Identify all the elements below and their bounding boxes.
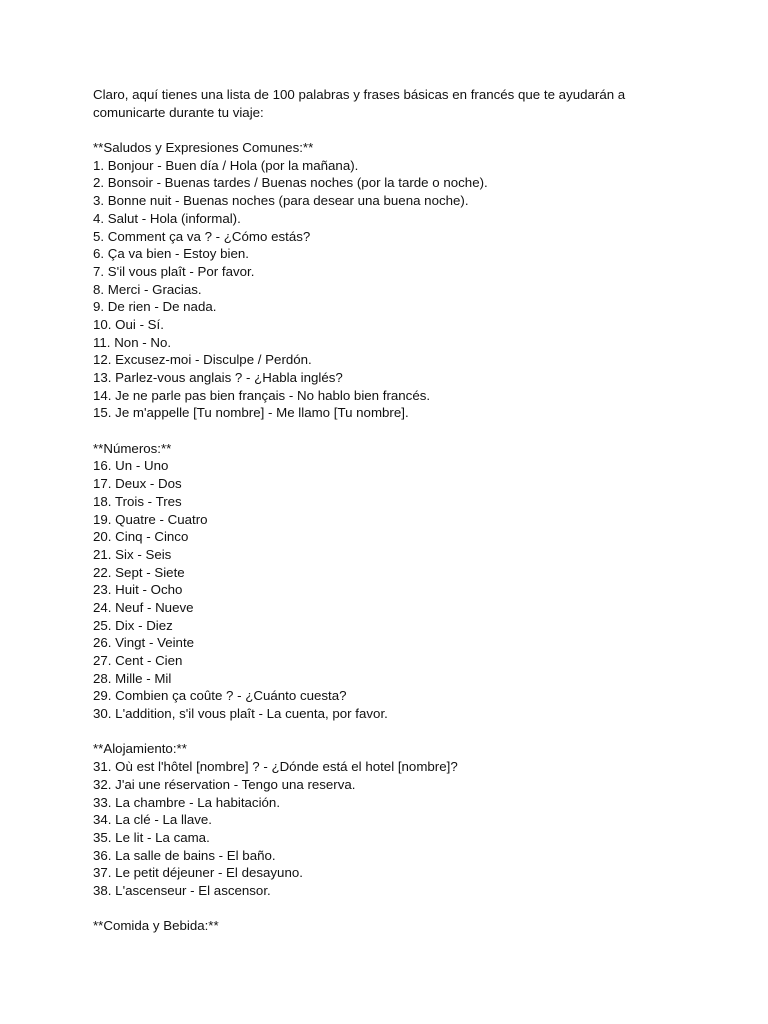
list-item: 35. Le lit - La cama. — [93, 829, 210, 845]
list-item: 2. Bonsoir - Buenas tardes / Buenas noches (por la tarde o noche). — [93, 175, 488, 191]
list-item: 38. L'ascenseur - El ascensor. — [93, 882, 271, 898]
list-item: 28. Mille - Mil — [93, 670, 172, 686]
sections — [93, 121, 693, 935]
section — [93, 440, 693, 723]
blank-line — [93, 900, 693, 918]
list-item: 8. Merci - Gracias. — [93, 281, 202, 297]
intro-line: Claro, aquí tienes una lista de 100 palabras y frases básicas en francés que te ayudarán a — [93, 87, 626, 102]
section-heading: **Alojamiento:** — [93, 741, 187, 757]
list-item: 10. Oui - Sí. — [93, 316, 164, 332]
blank-line — [93, 723, 693, 741]
list-item: 18. Trois - Tres — [93, 493, 182, 509]
list-item: 17. Deux - Dos — [93, 476, 182, 492]
document-page — [93, 86, 693, 935]
list-item: 29. Combien ça coûte ? - ¿Cuánto cuesta? — [93, 688, 347, 704]
list-item: 24. Neuf - Nueve — [93, 599, 194, 615]
list-item: 7. S'il vous plaît - Por favor. — [93, 263, 255, 279]
section — [93, 917, 693, 935]
list-item: 30. L'addition, s'il vous plaît - La cuenta, por favor. — [93, 706, 388, 722]
section-heading: **Saludos y Expresiones Comunes:** — [93, 140, 314, 156]
list-item: 13. Parlez-vous anglais ? - ¿Habla inglés? — [93, 370, 343, 385]
list-item: 26. Vingt - Veinte — [93, 635, 195, 651]
list-item: 22. Sept - Siete — [93, 564, 185, 580]
intro-line: comunicarte durante tu viaje: — [93, 104, 264, 120]
list-item: 21. Six - Seis — [93, 546, 172, 562]
list-item: 33. La chambre - La habitación. — [93, 794, 281, 810]
list-item: 32. J'ai une réservation - Tengo una reserva. — [93, 776, 356, 792]
list-item: 12. Excusez-moi - Disculpe / Perdón. — [93, 352, 312, 368]
list-item: 34. La clé - La llave. — [93, 812, 213, 828]
blank-line — [93, 422, 693, 440]
section — [93, 740, 693, 899]
list-item: 20. Cinq - Cinco — [93, 529, 189, 545]
list-item: 31. Où est l'hôtel [nombre] ? - ¿Dónde está el hotel [nombre]? — [93, 759, 458, 775]
list-item: 11. Non - No. — [93, 334, 172, 350]
list-item: 5. Comment ça va ? - ¿Cómo estás? — [93, 228, 311, 244]
list-item: 23. Huit - Ocho — [93, 582, 183, 598]
list-item: 4. Salut - Hola (informal). — [93, 210, 241, 226]
list-item: 9. De rien - De nada. — [93, 299, 217, 315]
section-heading: **Números:** — [93, 440, 172, 456]
list-item: 36. La salle de bains - El baño. — [93, 847, 276, 863]
list-item: 14. Je ne parle pas bien français - No hablo bien francés. — [93, 387, 431, 403]
list-item: 6. Ça va bien - Estoy bien. — [93, 246, 249, 262]
blank-line — [93, 121, 693, 139]
list-item: 25. Dix - Diez — [93, 617, 173, 633]
section-heading: **Comida y Bebida:** — [93, 918, 219, 934]
list-item: 3. Bonne nuit - Buenas noches (para desear una buena noche). — [93, 193, 469, 209]
list-item: 1. Bonjour - Buen día / Hola (por la mañana). — [93, 157, 359, 173]
list-item: 15. Je m'appelle [Tu nombre] - Me llamo [Tu nombre]. — [93, 405, 409, 421]
list-item: 19. Quatre - Cuatro — [93, 511, 208, 527]
list-item: 27. Cent - Cien — [93, 653, 183, 668]
intro-paragraph — [93, 86, 693, 121]
section — [93, 139, 693, 422]
list-item: 16. Un - Uno — [93, 458, 169, 474]
list-item: 37. Le petit déjeuner - El desayuno. — [93, 865, 303, 881]
